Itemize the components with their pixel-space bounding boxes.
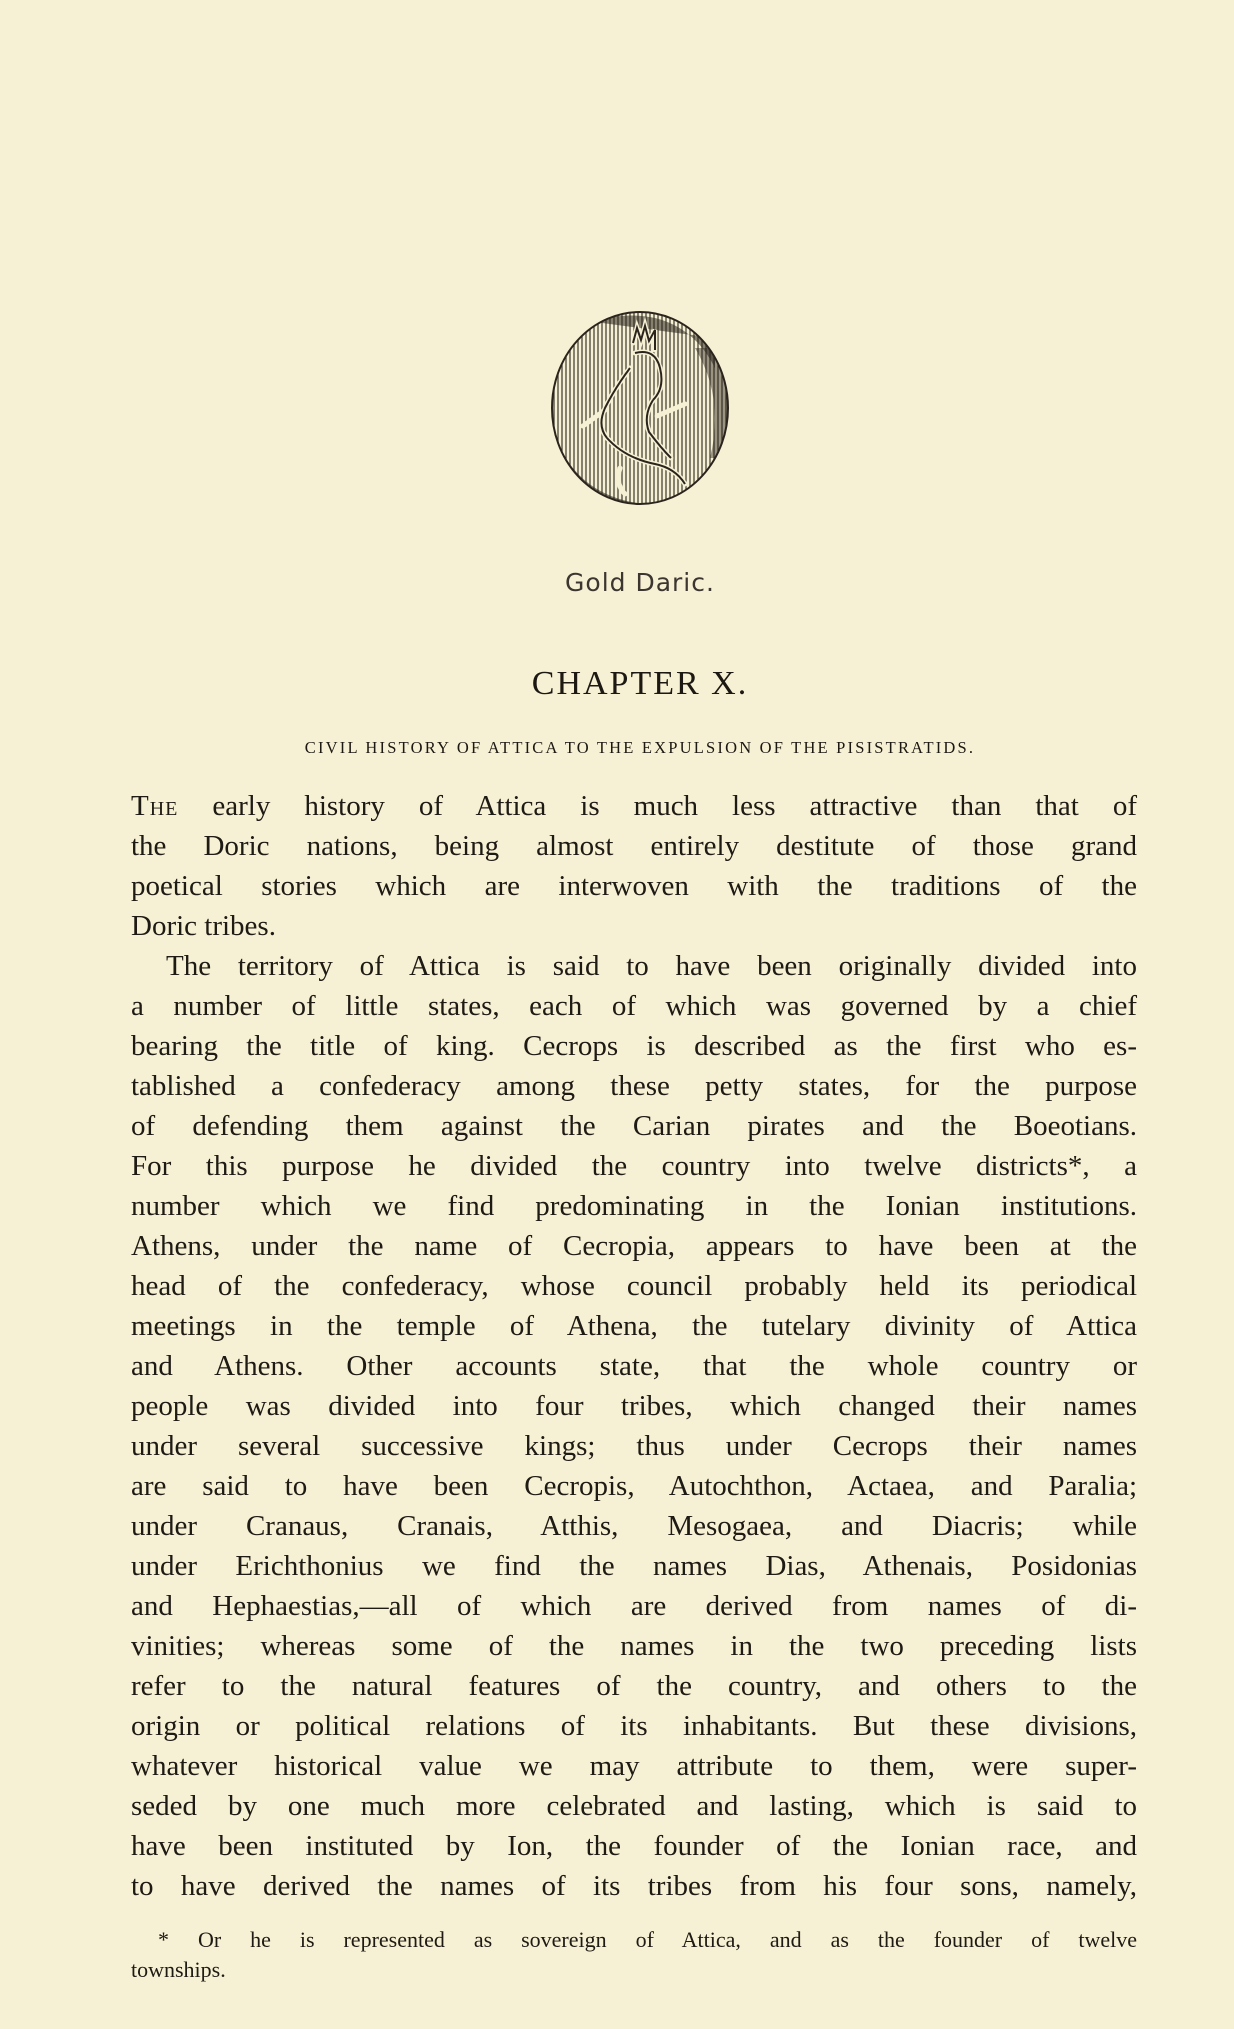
text-line: have been instituted by Ion, the founder of the Ionian race, and (131, 1830, 1137, 1862)
text-line: to have derived the names of its tribes from his four sons, namely, (131, 1870, 1137, 1902)
text-line: head of the confederacy, whose council probably held its periodical (131, 1270, 1137, 1302)
text-line: under Erichthonius we find the names Dias, Athenais, Posidonias (131, 1550, 1137, 1582)
text-line: origin or political relations of its inhabitants. But these divisions, (131, 1710, 1137, 1742)
lead-word: The (131, 790, 179, 822)
text-line: the Doric nations, being almost entirely destitute of those grand (131, 830, 1137, 862)
gold-daric-illustration (545, 308, 735, 508)
text-line: and Athens. Other accounts state, that the whole country or (131, 1350, 1137, 1382)
illustration-caption: Gold Daric. (565, 568, 715, 597)
text-line: The territory of Attica is said to have been originally divided into (166, 950, 1137, 982)
text-line-content: early history of Attica is much less attractive than that of (212, 790, 1137, 822)
text-line: under several successive kings; thus under Cecrops their names (131, 1430, 1137, 1462)
text-line: poetical stories which are interwoven with the traditions of the (131, 870, 1137, 902)
footnote (131, 1925, 1137, 1985)
text-line: meetings in the temple of Athena, the tutelary divinity of Attica (131, 1310, 1137, 1342)
chapter-heading: CHAPTER X. (531, 665, 749, 702)
text-line: vinities; whereas some of the names in the two preceding lists (131, 1630, 1137, 1662)
text-line: and Hephaestias,—all of which are derived from names of di- (131, 1590, 1137, 1622)
text-line: whatever historical value we may attribute to them, were super- (131, 1750, 1137, 1782)
footnote-line: * Or he is represented as sovereign of Attica, and as the founder of twelve (158, 1927, 1137, 1952)
text-line: number which we find predominating in the Ionian institutions. (131, 1190, 1137, 1222)
text-line: under Cranaus, Cranais, Atthis, Mesogaea, and Diacris; while (131, 1510, 1137, 1542)
text-line: seded by one much more celebrated and lasting, which is said to (131, 1790, 1137, 1822)
text-line: Athens, under the name of Cecropia, appears to have been at the (131, 1230, 1137, 1262)
text-line: a number of little states, each of which was governed by a chief (131, 990, 1137, 1022)
text-line: are said to have been Cecropis, Autochthon, Actaea, and Paralia; (131, 1470, 1137, 1502)
text-line: For this purpose he divided the country into twelve districts*, a (131, 1150, 1137, 1182)
text-line: Doric tribes. (131, 910, 276, 942)
body-text (131, 786, 1137, 1906)
text-line: tablished a confederacy among these petty states, for the purpose (131, 1070, 1137, 1102)
text-line: of defending them against the Carian pirates and the Boeotians. (131, 1110, 1137, 1142)
text-line: bearing the title of king. Cecrops is described as the first who es- (131, 1030, 1137, 1062)
text-line: people was divided into four tribes, which changed their names (131, 1390, 1137, 1422)
text-line: refer to the natural features of the country, and others to the (131, 1670, 1137, 1702)
footnote-line: townships. (131, 1957, 226, 1982)
bleed-through-shadow (380, 70, 1140, 190)
coin-engraving (545, 308, 735, 508)
chapter-subtitle: CIVIL HISTORY OF ATTICA TO THE EXPULSION OF THE PISISTRATIDS. (304, 738, 976, 757)
text-line (131, 786, 1137, 826)
